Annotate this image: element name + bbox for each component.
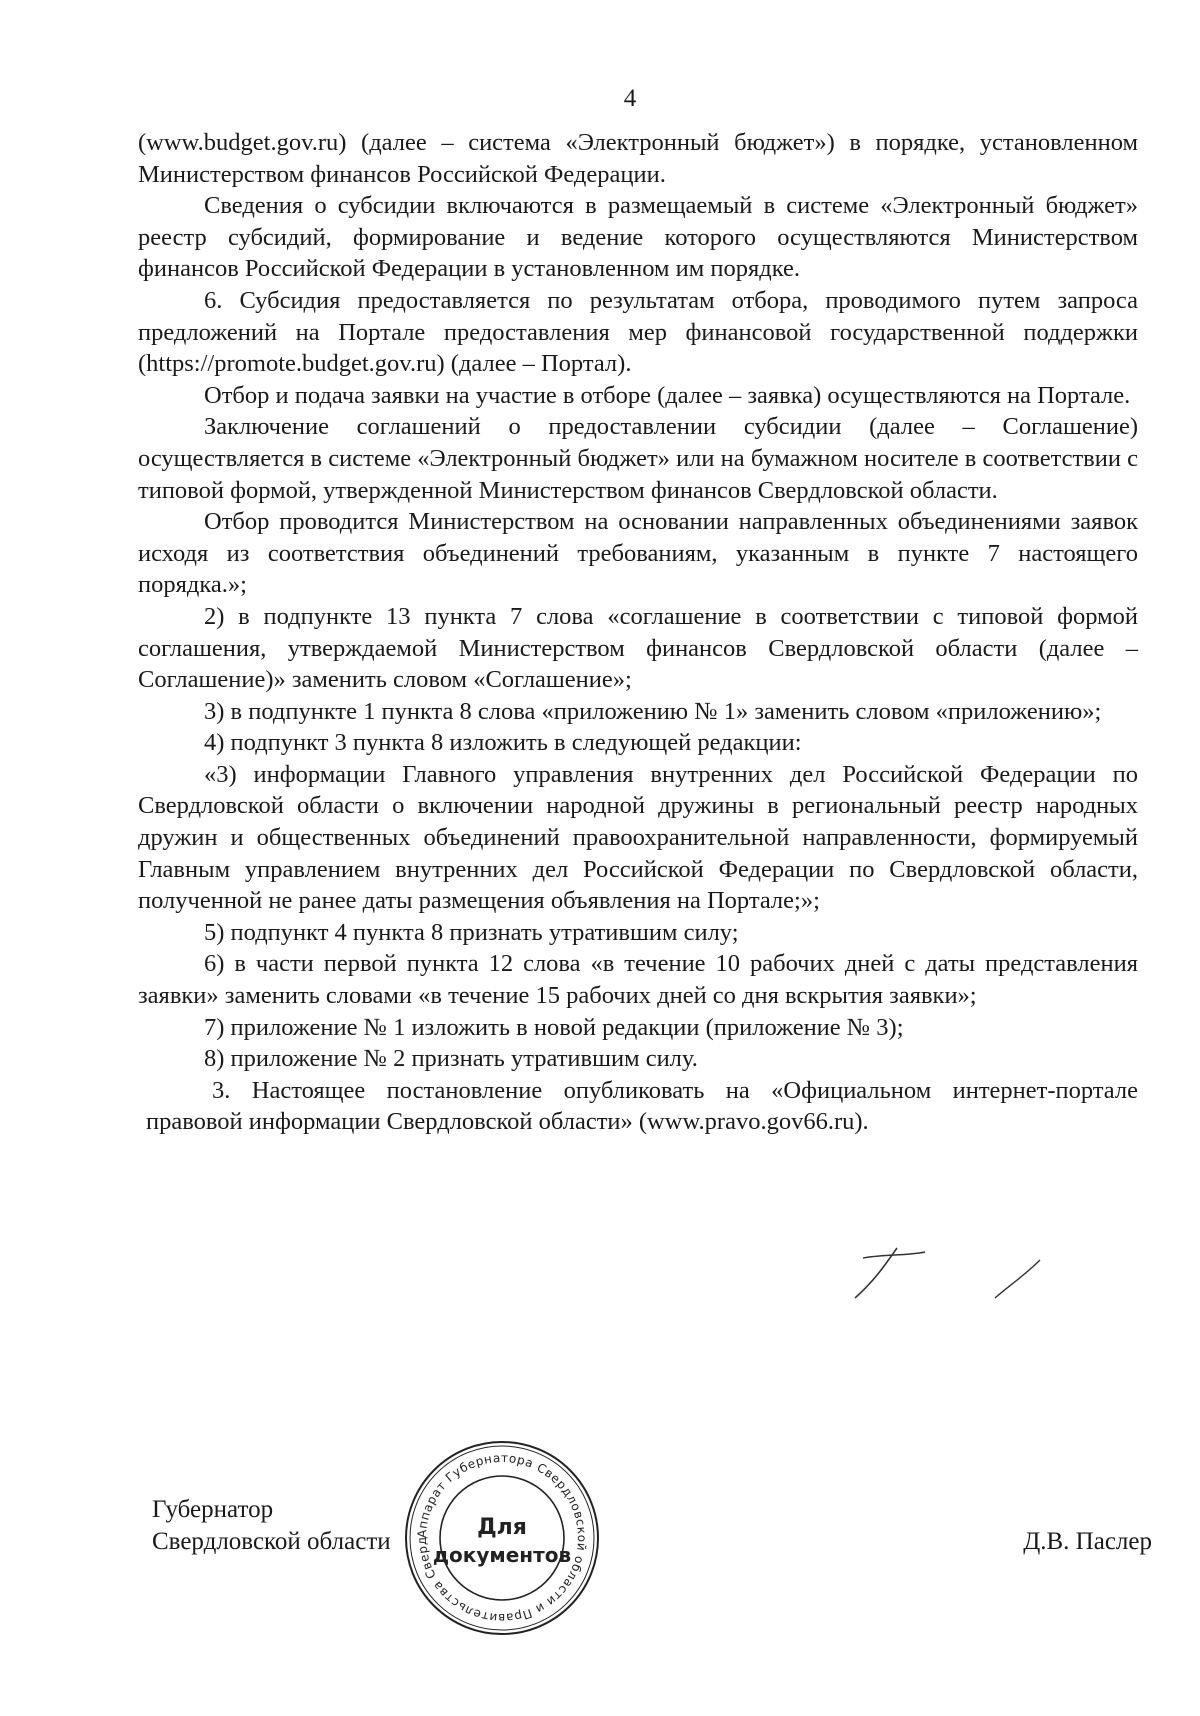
paragraph: Сведения о субсидии включаются в размещаемый в системе «Электронный бюджет» реестр субсидий, формирование и ведение которого осуществляются Министерством финансов Российской Федерации в установленном им порядке. <box>138 192 1138 283</box>
stamp-ring-text: Аппарат Губернатора Свердловской области и Правительства Сверд <box>414 1450 590 1626</box>
paragraph: 7) приложение № 1 изложить в новой редакции (приложение № 3); <box>204 1013 904 1041</box>
paragraph: 3. Настоящее постановление опубликовать на «Официальном интернет-портале правовой информации Свердловской области» (www.pravo.gov66.ru). <box>146 1076 1138 1136</box>
stamp-center-text: Для <box>477 1515 527 1540</box>
paragraph: Заключение соглашений о предоставлении субсидии (далее – Соглашение) осуществляется в системе «Электронный бюджет» или на бумажном носителе в соответствии с типовой формой, утвержденной Министерством финансов Свердловской области. <box>138 413 1138 504</box>
page-number: 4 <box>623 85 637 112</box>
paragraph: 2) в подпункте 13 пункта 7 слова «соглашение в соответствии с типовой формой соглашения, утверждаемой Министерством финансов Свердловской области (далее – Соглашение)» заменить словом «Соглашение»; <box>138 602 1138 694</box>
official-stamp <box>402 1438 602 1638</box>
signatory-title-line: Свердловской области <box>152 1527 391 1555</box>
stamp-center-text: документов <box>432 1543 572 1567</box>
signatory-name: Д.В. Паслер <box>1023 1528 1152 1555</box>
paragraph: 3) в подпункте 1 пункта 8 слова «приложению № 1» заменить словом «приложению»; <box>204 697 1102 725</box>
paragraph: (www.budget.gov.ru) (далее – система «Электронный бюджет») в порядке, установленном Министерством финансов Российской Федерации. <box>138 129 1138 188</box>
signatory-title-line: Губернатор <box>152 1496 274 1523</box>
paragraph: 6) в части первой пункта 12 слова «в течение 10 рабочих дней с даты представления заявки» заменить словами «в течение 15 рабочих дней со дня вскрытия заявки»; <box>138 950 1138 1010</box>
paragraph: 6. Субсидия предоставляется по результатам отбора, проводимого путем запроса предложений на Портале предоставления мер финансовой государственной поддержки (https://promote.budget.gov.ru) (далее – Портал). <box>138 286 1138 378</box>
signature-block <box>152 1494 1152 1614</box>
pen-mark-icon <box>845 1240 1045 1310</box>
stamp-seal-icon <box>402 1438 602 1638</box>
signatory-title <box>152 1494 391 1557</box>
paragraph: «3) информации Главного управления внутренних дел Российской Федерации по Свердловской области о включении народной дружины в региональный реестр народных дружин и общественных объединений правоохранительной направленности, формируемый Главным управлением внутренних дел Российской Федерации по Свердловской области, полученной не ранее даты размещения объявления на Портале;»; <box>138 760 1138 915</box>
paragraph: 4) подпункт 3 пункта 8 изложить в следующей редакции: <box>204 729 802 757</box>
paragraph: Отбор и подача заявки на участие в отборе (далее – заявка) осуществляются на Портале. <box>204 381 1131 409</box>
paragraph: Отбор проводится Министерством на основании направленных объединениями заявок исходя из соответствия объединений требованиям, указанным в пункте 7 настоящего порядка.»; <box>138 508 1138 599</box>
paragraph: 5) подпункт 4 пункта 8 признать утратившим силу; <box>204 918 739 946</box>
document-body <box>138 127 1138 1138</box>
paragraph: 8) приложение № 2 признать утратившим силу. <box>204 1045 698 1073</box>
